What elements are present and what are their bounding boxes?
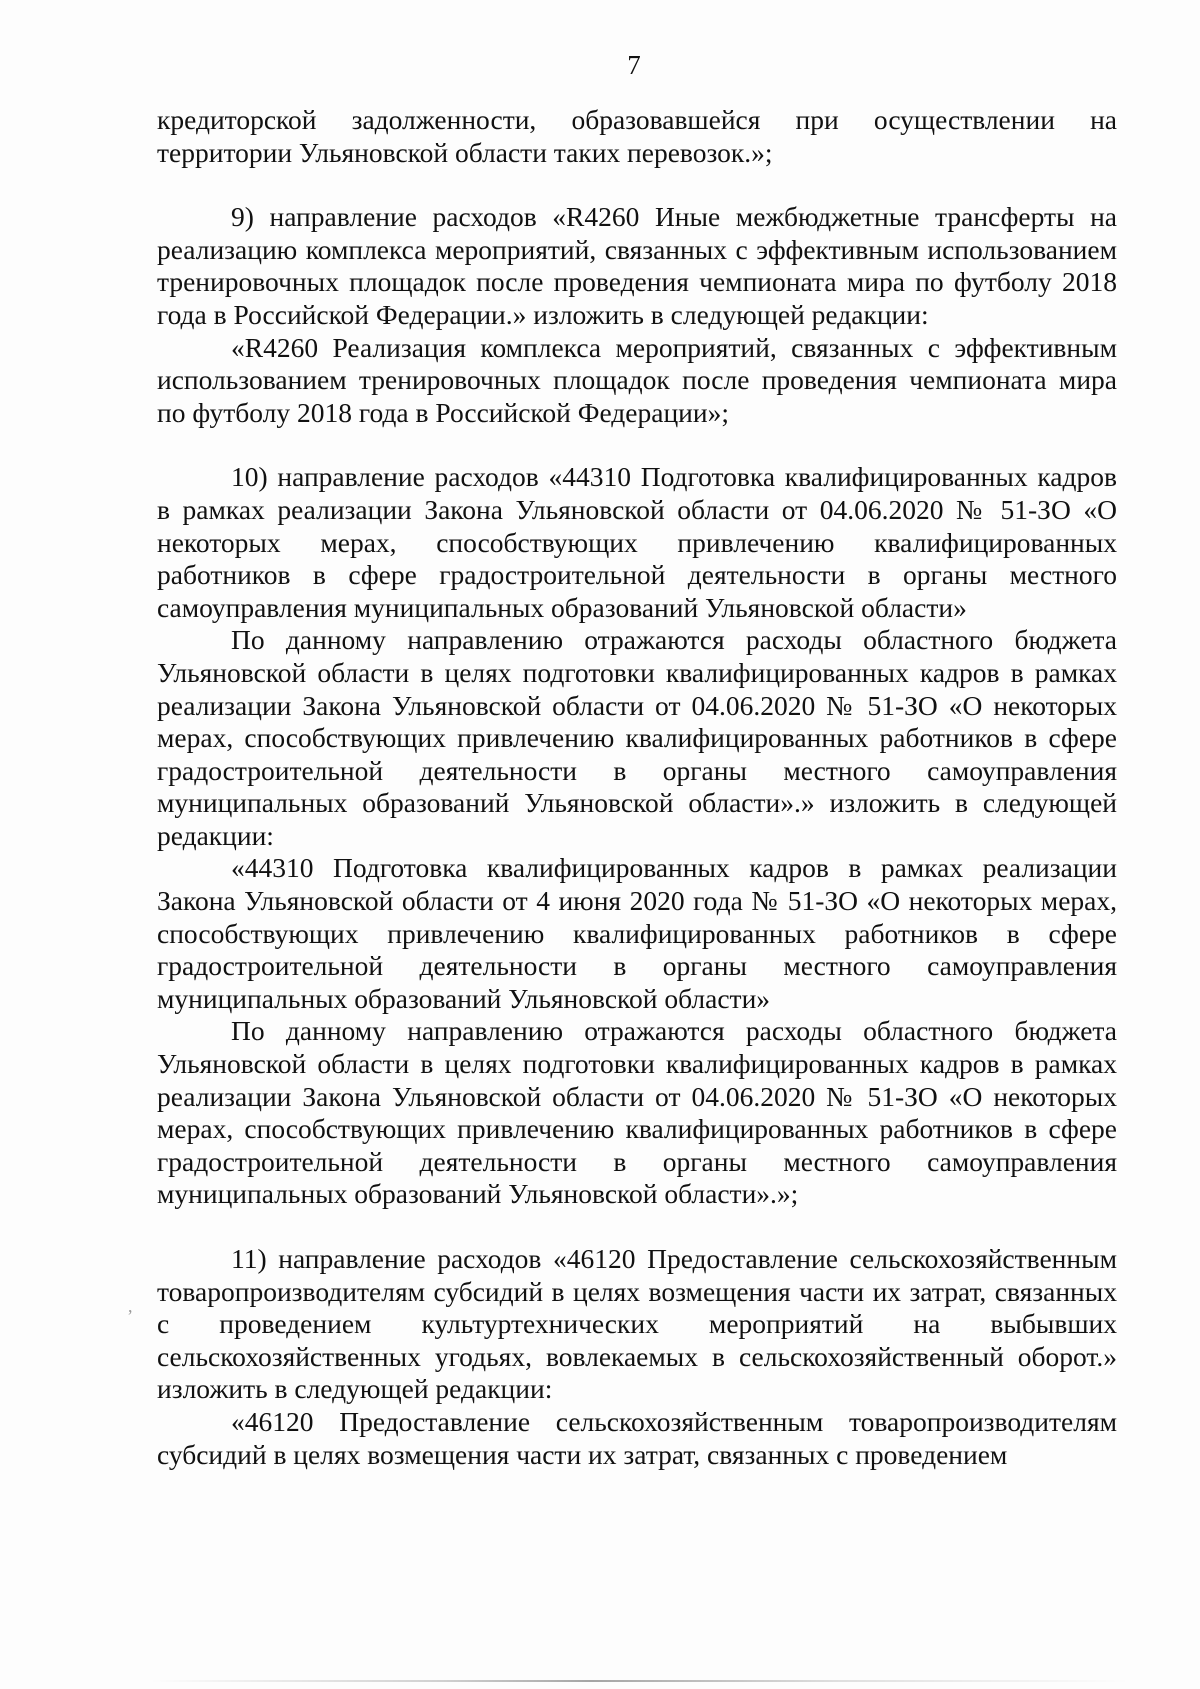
paragraph-item-11: 11) направление расходов «46120 Предоставление сельскохозяйственным товаропроизводителям субсидий в целях возмещения части их затрат, связанных с проведением культуртехнических мероприятий на выбывших сельскохозяйственных угодьях, вовлекаемых в сельскохозяйственный оборот.» изложить в следующей редакции:	[157, 1243, 1117, 1405]
scan-bottom-edge	[150, 1680, 1130, 1682]
paragraph-item-11-new-text: «46120 Предоставление сельскохозяйственным товаропроизводителям субсидий в целях возмещения части их затрат, связанных с проведением	[157, 1405, 1117, 1470]
document-body	[157, 104, 1117, 1471]
paragraph-item-9-new-text: «R4260 Реализация комплекса мероприятий, связанных с эффективным использованием тренировочных площадок после проведения чемпионата мира по футболу 2018 года в Российской Федерации»;	[157, 331, 1117, 428]
page-number: 7	[627, 50, 641, 80]
paragraph-item-10-new-text: «44310 Подготовка квалифицированных кадров в рамках реализации Закона Ульяновской области от 4 июня 2020 года № 51-ЗО «О некоторых мерах, способствующих привлечению квалифицированных работников в сфере градостроительной деятельности в органы местного самоуправления муниципальных образований Ульяновской области»	[157, 852, 1117, 1014]
paragraph-item-10-description: По данному направлению отражаются расходы областного бюджета Ульяновской области в целях подготовки квалифицированных кадров в рамках реализации Закона Ульяновской области от 04.06.2020 № 51-ЗО «О некоторых мерах, способствующих привлечению квалифицированных работников в сфере градостроительной деятельности в органы местного самоуправления муниципальных образований Ульяновской области».» изложить в следующей редакции:	[157, 624, 1117, 851]
scan-artifact-mark: ,	[128, 1296, 133, 1316]
paragraph-item-9: 9) направление расходов «R4260 Иные межбюджетные трансферты на реализацию комплекса мероприятий, связанных с эффективным использованием тренировочных площадок после проведения чемпионата мира по футболу 2018 года в Российской Федерации.» изложить в следующей редакции:	[157, 201, 1117, 330]
paragraph-item-10-new-description: По данному направлению отражаются расходы областного бюджета Ульяновской области в целях подготовки квалифицированных кадров в рамках реализации Закона Ульяновской области от 04.06.2020 № 51-ЗО «О некоторых мерах, способствующих привлечению квалифицированных работников в сфере градостроительной деятельности в органы местного самоуправления муниципальных образований Ульяновской области».»;	[157, 1015, 1117, 1210]
paragraph-item-10: 10) направление расходов «44310 Подготовка квалифицированных кадров в рамках реализации Закона Ульяновской области от 04.06.2020 № 51-ЗО «О некоторых мерах, способствующих привлечению квалифицированных работников в сфере градостроительной деятельности в органы местного самоуправления муниципальных образований Ульяновской области»	[157, 461, 1117, 623]
paragraph-continuation: кредиторской задолженности, образовавшейся при осуществлении на территории Ульяновской области таких перевозок.»;	[157, 104, 1117, 168]
